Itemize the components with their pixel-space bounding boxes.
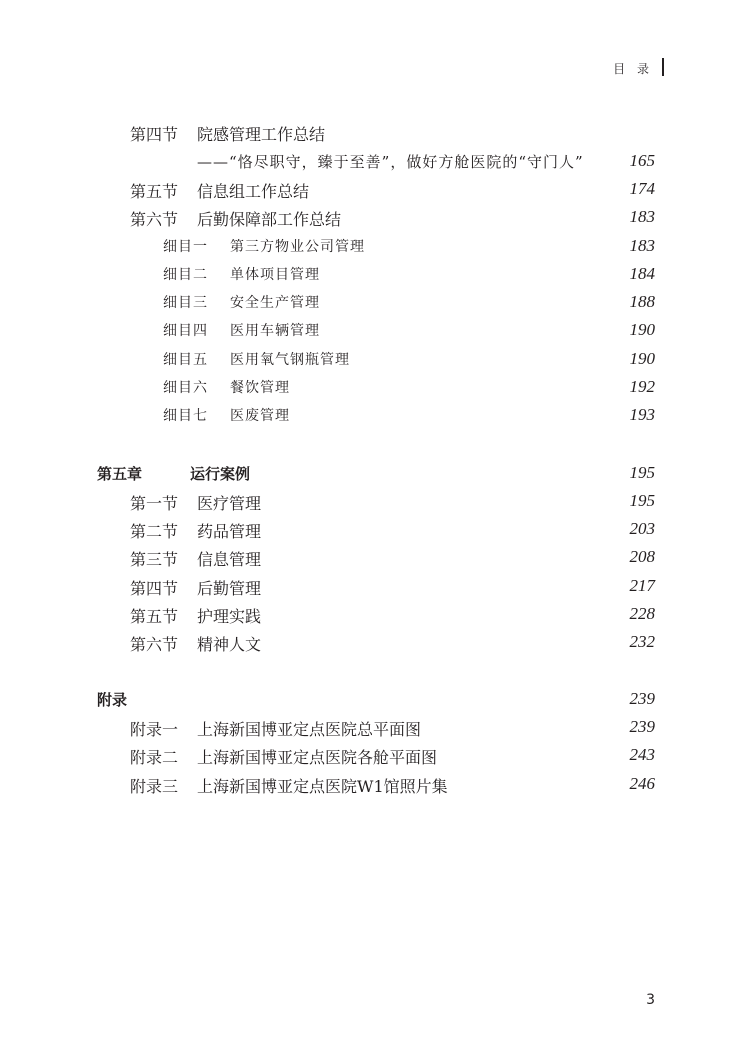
toc-entry[interactable] (0, 292, 750, 318)
toc-entry-label: 细目四 (163, 323, 208, 339)
toc-entry-label: 附录二 (130, 748, 179, 767)
toc-entry-page: 188 (629, 292, 655, 311)
toc-entry-title: 上海新国博亚定点医院W1馆照片集 (197, 777, 448, 796)
toc-entry-subtitle: ——“恪尽职守，臻于至善”，做好方舱医院的“守门人” (197, 153, 584, 171)
toc-entry-title: 信息管理 (197, 550, 262, 569)
toc-entry[interactable] (0, 717, 750, 743)
running-head: 目 录 (613, 62, 653, 76)
toc-entry-title: 医疗管理 (197, 494, 262, 513)
toc-chapter[interactable] (0, 463, 750, 489)
toc-entry-label: 附录三 (130, 777, 179, 796)
toc-entry-title: 第三方物业公司管理 (230, 239, 365, 255)
toc-chapter-label: 附录 (97, 691, 128, 709)
toc-entry-title: 餐饮管理 (230, 380, 290, 396)
toc-entry-title: 后勤管理 (197, 579, 262, 598)
toc-chapter-label: 第五章 (97, 465, 143, 483)
toc-entry-label: 第二节 (130, 522, 179, 541)
toc-entry-page: 195 (629, 491, 655, 510)
toc-entry[interactable] (0, 122, 750, 148)
toc-entry[interactable] (0, 151, 750, 177)
toc-entry-label: 第一节 (130, 494, 179, 513)
toc-entry-label: 第三节 (130, 550, 179, 569)
toc-entry-label: 第五节 (130, 607, 179, 626)
toc-entry[interactable] (0, 745, 750, 771)
toc-entry-title: 上海新国博亚定点医院总平面图 (197, 720, 422, 739)
toc-entry-page: 239 (629, 717, 655, 736)
toc-entry-title: 院感管理工作总结 (197, 125, 326, 144)
toc-entry[interactable] (0, 320, 750, 346)
toc-entry-page: 246 (629, 774, 655, 793)
toc-entry-title: 医用车辆管理 (230, 323, 320, 339)
toc-entry-title: 医废管理 (230, 408, 290, 424)
toc-entry-page: 232 (629, 632, 655, 651)
toc-entry-label: 第六节 (130, 635, 179, 654)
toc-entry[interactable] (0, 774, 750, 800)
toc-entry-page: 203 (629, 519, 655, 538)
toc-entry[interactable] (0, 519, 750, 545)
toc-entry-page: 243 (629, 745, 655, 764)
toc-entry-page: 183 (629, 207, 655, 226)
toc-entry[interactable] (0, 377, 750, 403)
toc-entry-title: 精神人文 (197, 635, 262, 654)
toc-entry-title: 上海新国博亚定点医院各舱平面图 (197, 748, 438, 767)
toc-entry-page: 174 (629, 179, 655, 198)
toc-entry-page: 184 (629, 264, 655, 283)
toc-entry-title: 单体项目管理 (230, 267, 320, 283)
toc-entry-label: 细目一 (163, 239, 208, 255)
toc-chapter[interactable] (0, 689, 750, 715)
toc-entry-page: 208 (629, 547, 655, 566)
toc-entry[interactable] (0, 349, 750, 375)
toc-entry-label: 细目七 (163, 408, 208, 424)
page-number: 3 (646, 992, 655, 1008)
toc-entry-title: 后勤保障部工作总结 (197, 210, 342, 229)
toc-entry-label: 细目五 (163, 352, 208, 368)
toc-entry-label: 附录一 (130, 720, 179, 739)
toc-entry[interactable] (0, 207, 750, 233)
toc-entry[interactable] (0, 604, 750, 630)
toc-entry-title: 护理实践 (197, 607, 262, 626)
toc-entry-label: 细目二 (163, 267, 208, 283)
toc-entry[interactable] (0, 576, 750, 602)
running-head-rule (662, 58, 664, 76)
toc-entry[interactable] (0, 236, 750, 262)
toc-entry-label: 细目六 (163, 380, 208, 396)
toc-chapter-page: 239 (629, 689, 655, 708)
toc-chapter-page: 195 (629, 463, 655, 482)
toc-entry-title: 医用氧气钢瓶管理 (230, 352, 350, 368)
toc-entry-title: 信息组工作总结 (197, 182, 310, 201)
toc-entry-label: 第六节 (130, 210, 179, 229)
toc-entry-page: 183 (629, 236, 655, 255)
toc-entry[interactable] (0, 264, 750, 290)
toc-entry-title: 安全生产管理 (230, 295, 320, 311)
toc-entry-page: 190 (629, 349, 655, 368)
toc-entry[interactable] (0, 547, 750, 573)
toc-entry-label: 第四节 (130, 579, 179, 598)
toc-entry-label: 第四节 (130, 125, 179, 144)
toc-entry-page: 192 (629, 377, 655, 396)
toc-entry-page: 190 (629, 320, 655, 339)
toc-entry-title: 药品管理 (197, 522, 262, 541)
toc-chapter-title: 运行案例 (190, 465, 251, 483)
toc-entry[interactable] (0, 491, 750, 517)
toc-entry-page: 165 (629, 151, 655, 170)
toc-entry[interactable] (0, 632, 750, 658)
toc-entry-page: 217 (629, 576, 655, 595)
toc-entry-label: 细目三 (163, 295, 208, 311)
toc-entry-label: 第五节 (130, 182, 179, 201)
toc-entry-page: 228 (629, 604, 655, 623)
toc-entry[interactable] (0, 179, 750, 205)
toc-entry-page: 193 (629, 405, 655, 424)
toc-entry[interactable] (0, 405, 750, 431)
